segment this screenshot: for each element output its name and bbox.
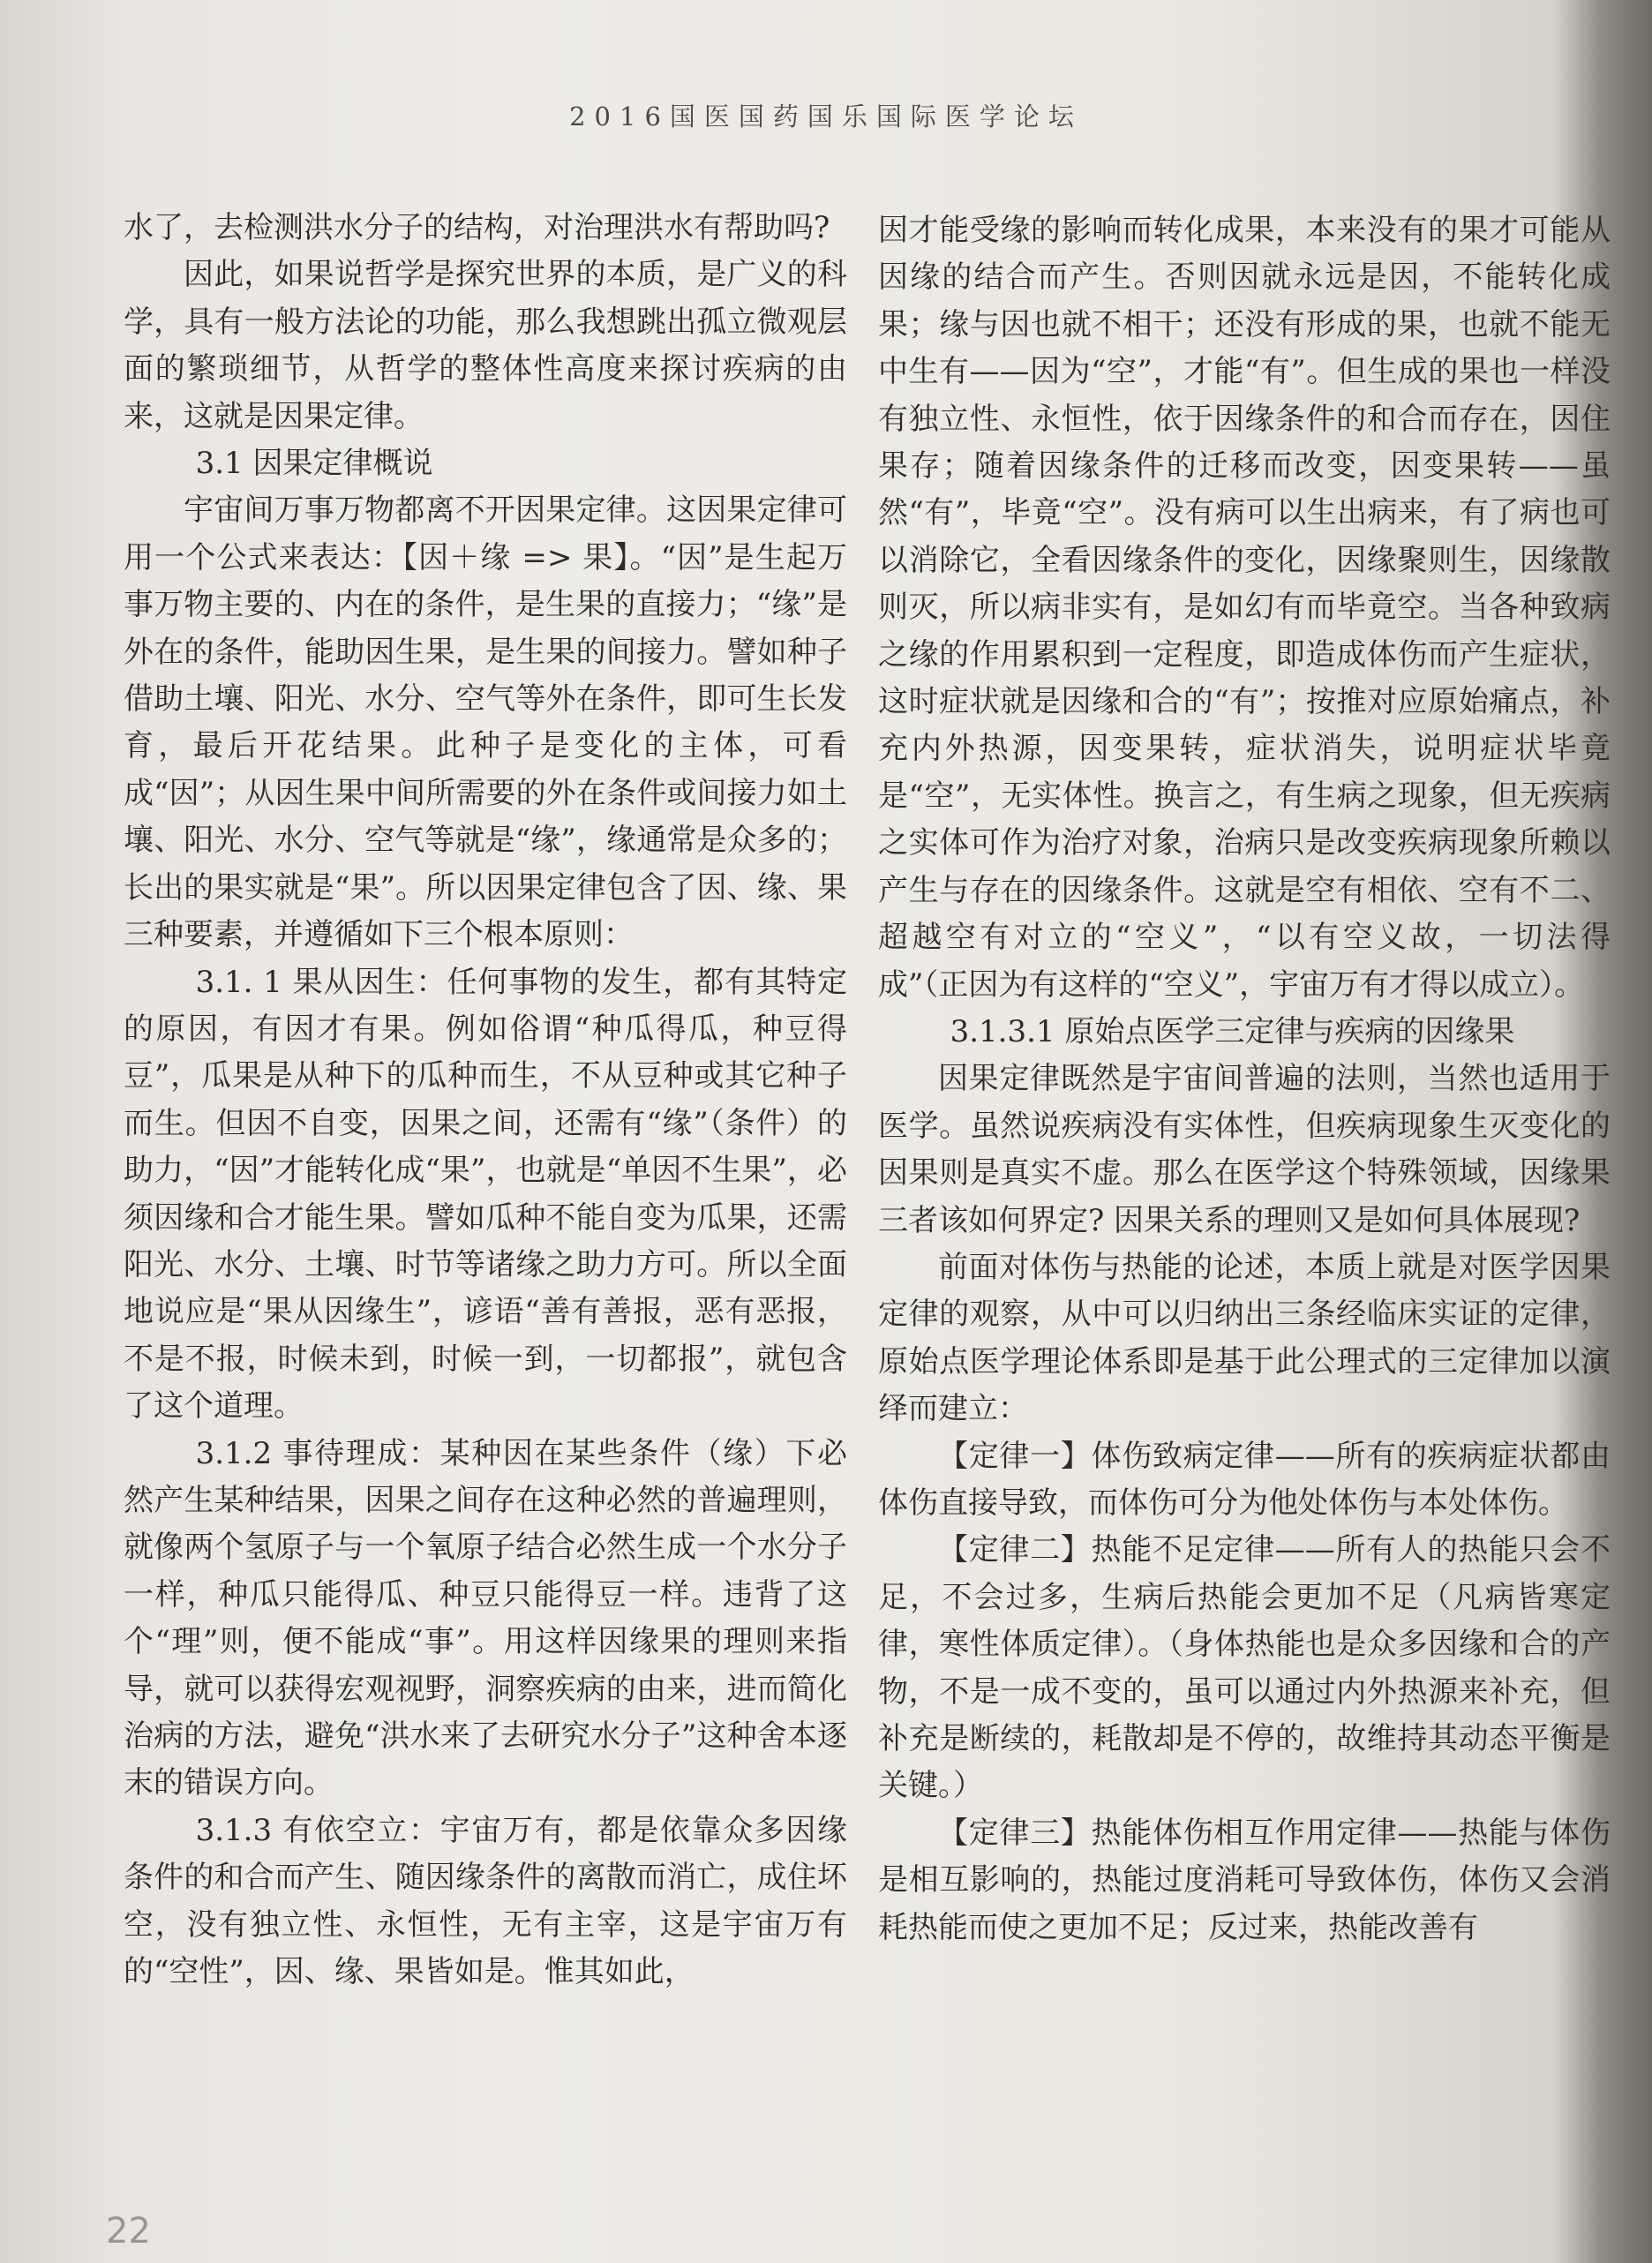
- subsection-paragraph: 3.1. 1 果从因生：任何事物的发生，都有其特定的原因，有因才有果。例如俗谓“种瓜得瓜，种豆得豆”，瓜果是从种下的瓜种而生，不从豆种或其它种子而生。但因不自变，因果之间，还需有“缘”（条件）的助力，“因”才能转化成“果”，也就是“单因不生果”，必须因缘和合才能生果。譬如瓜种不能自变为瓜果，还需阳光、水分、土壤、时节等诸缘之助力方可。所以全面地说应是“果从因缘生”，谚语“善有善报，恶有恶报，不是不报，时候未到，时候一到，一切都报”，就包含了这个道理。: [124, 964, 847, 1425]
- paragraph: 因此，如果说哲学是探究世界的本质，是广义的科学，具有一般方法论的功能，那么我想跳出孤立微观层面的繁琐细节，从哲学的整体性高度来探讨疾病的由来，这就是因果定律。: [124, 257, 847, 434]
- paragraph: 前面对体伤与热能的论述，本质上就是对医学因果定律的观察，从中可以归纳出三条经临床实证的定律，原始点医学理论体系即是基于此公理式的三定律加以演绎而建立：: [878, 1249, 1611, 1427]
- law-one: 【定律一】体伤致病定律——所有的疾病症状都由体伤直接导致，而体伤可分为他处体伤与本处体伤。: [878, 1438, 1611, 1521]
- law-two: 【定律二】热能不足定律——所有人的热能只会不足，不会过多，生病后热能会更加不足（凡病皆寒定律，寒性体质定律）。（身体热能也是众多因缘和合的产物，不是一成不变的，虽可以通过内外热源来补充，但补充是断续的，耗散却是不停的，故维持其动态平衡是关键。）: [878, 1532, 1611, 1804]
- running-header: 2016国医国药国乐国际医学论坛: [569, 101, 1083, 132]
- paragraph: 因才能受缘的影响而转化成果，本来没有的果才可能从因缘的结合而产生。否则因就永远是因，不能转化成果；缘与因也就不相干；还没有形成的果，也就不能无中生有——因为“空”，才能“有”。但生成的果也一样没有独立性、永恒性，依于因缘条件的和合而存在，因住果存；随着因缘条件的迁移而改变，因变果转——虽然“有”，毕竟“空”。没有病可以生出病来，有了病也可以消除它，全看因缘条件的变化，因缘聚则生，因缘散则灭，所以病非实有，是如幻有而毕竟空。当各种致病之缘的作用累积到一定程度，即造成体伤而产生症状，这时症状就是因缘和合的“有”；按推对应原始痛点，补充内外热源，因变果转，症状消失，说明症状毕竟是“空”，无实体性。换言之，有生病之现象，但无疾病之实体可作为治疗对象，治病只是改变疾病现象所赖以产生与存在的因缘条件。这就是空有相依、空有不二、超越空有对立的“空义”，“以有空义故，一切法得成”（正因为有这样的“空义”，宇宙万有才得以成立）。: [878, 213, 1611, 1003]
- subsection-paragraph: 3.1.3 有依空立：宇宙万有，都是依靠众多因缘条件的和合而产生、随因缘条件的离散而消亡，成住坏空，没有独立性、永恒性，无有主宰，这是宇宙万有的“空性”，因、缘、果皆如是。惟其如此，: [124, 1812, 847, 1990]
- paragraph: 宇宙间万事万物都离不开因果定律。这因果定律可用一个公式来表达：【因＋缘 => 果】。“因”是生起万事万物主要的、内在的条件，是生果的直接力；“缘”是外在的条件，能助因生果，是生果的间接力。譬如种子借助土壤、阳光、水分、空气等外在条件，即可生长发育，最后开花结果。此种子是变化的主体，可看成“因”；从因生果中间所需要的外在条件或间接力如土壤、阳光、水分、空气等就是“缘”，缘通常是众多的；长出的果实就是“果”。所以因果定律包含了因、缘、果三种要素，并遵循如下三个根本原则：: [124, 492, 847, 953]
- right-column: [878, 207, 1611, 1951]
- law-three: 【定律三】热能体伤相互作用定律——热能与体伤是相互影响的，热能过度消耗可导致体伤，体伤又会消耗热能而使之更加不足；反过来，热能改善有: [878, 1815, 1611, 1945]
- left-column: [124, 205, 847, 1996]
- paragraph: 水了，去检测洪水分子的结构，对治理洪水有帮助吗?: [124, 210, 830, 245]
- page-number: 22: [106, 2211, 151, 2252]
- section-heading: 3.1 因果定律概说: [195, 446, 433, 482]
- subsection-paragraph: 3.1.2 事待理成：某种因在某些条件（缘）下必然产生某种结果，因果之间存在这种必然的普遍理则，就像两个氢原子与一个氧原子结合必然生成一个水分子一样，种瓜只能得瓜、种豆只能得豆一样。违背了这个“理”则，便不能成“事”。用这样因缘果的理则来指导，就可以获得宏观视野，洞察疾病的由来，进而简化治病的方法，避免“洪水来了去研究水分子”这种舍本逐末的错误方向。: [124, 1435, 847, 1801]
- section-heading: 3.1.3.1 原始点医学三定律与疾病的因缘果: [950, 1013, 1515, 1049]
- paragraph: 因果定律既然是宇宙间普遍的法则，当然也适用于医学。虽然说疾病没有实体性，但疾病现象生灭变化的因果则是真实不虚。那么在医学这个特殊领域，因缘果三者该如何界定? 因果关系的理则又是如何具体展现?: [878, 1061, 1611, 1238]
